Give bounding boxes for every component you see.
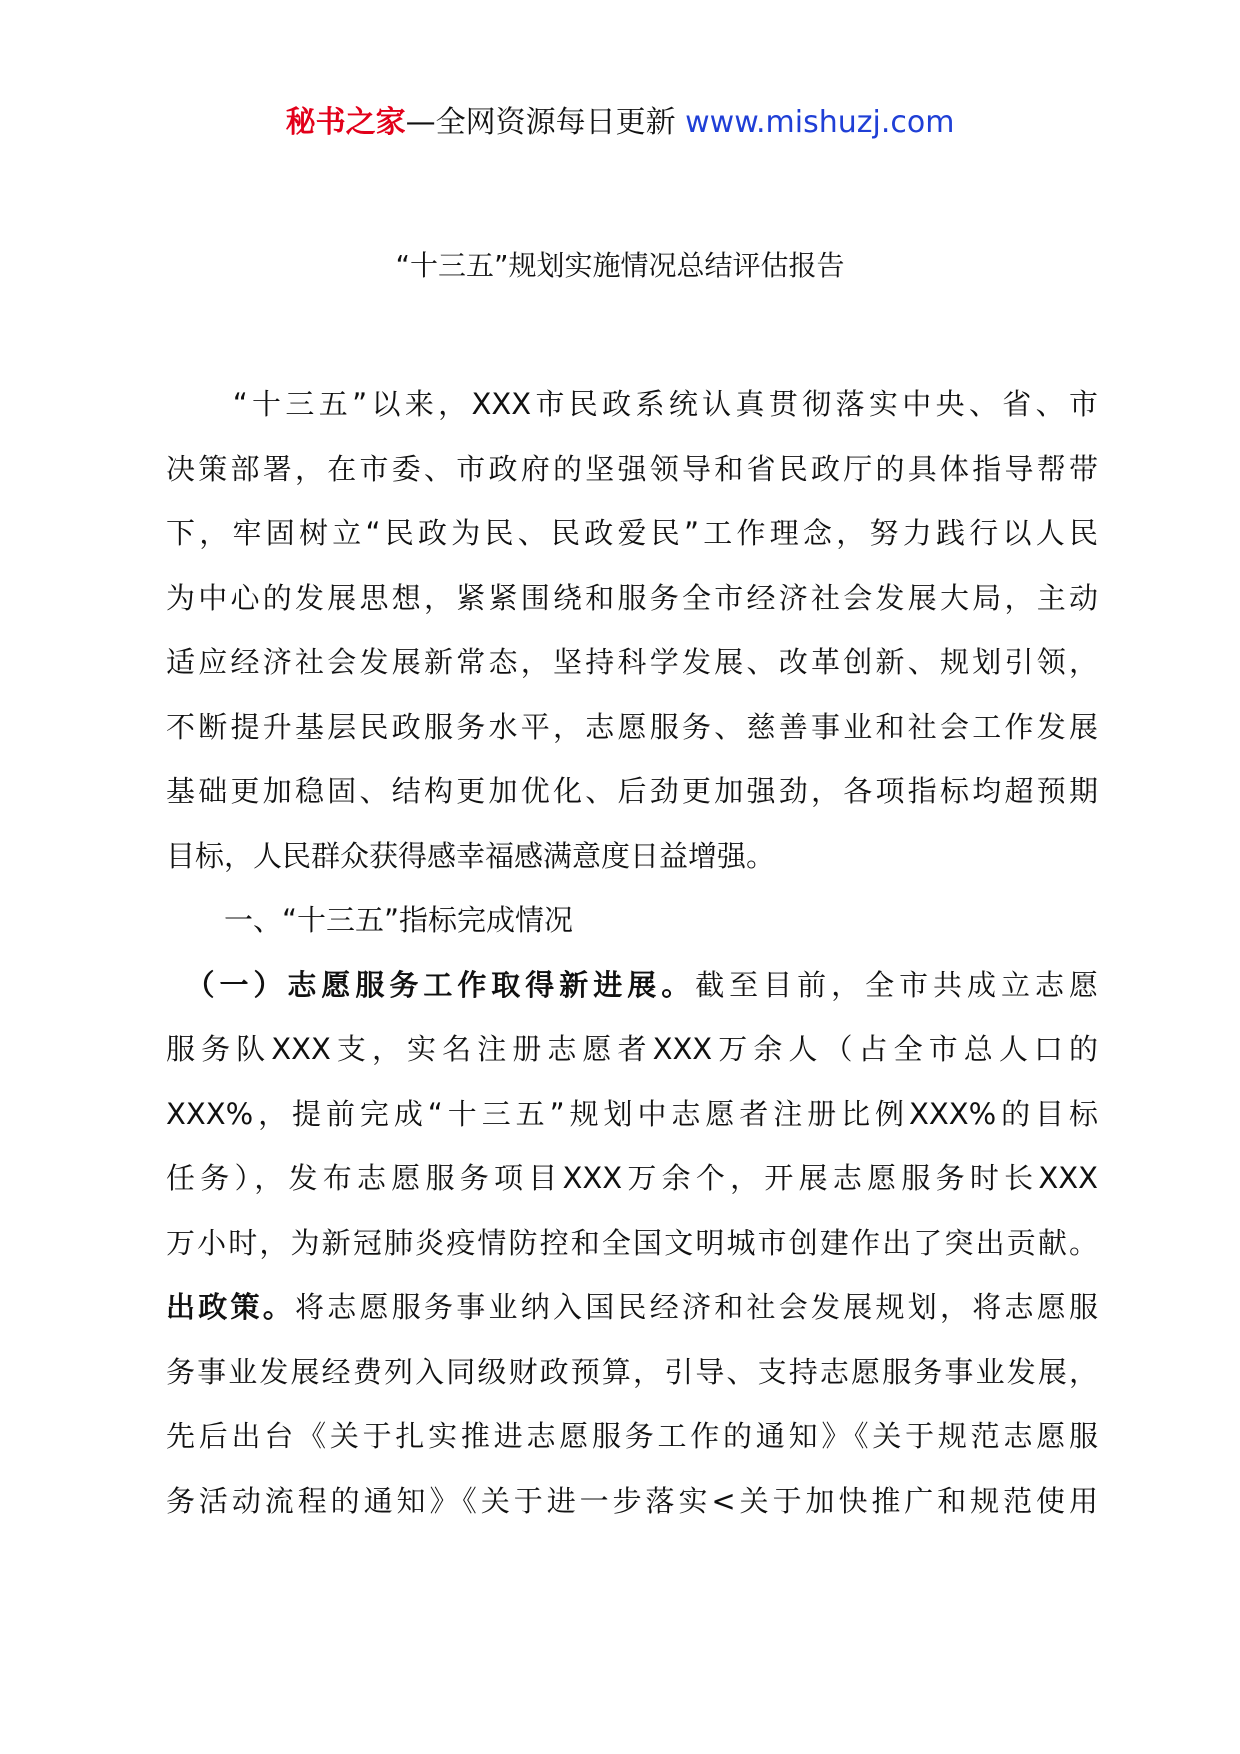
body-line: 务事业发展经费列入同级财政预算，引导、支持志愿服务事业发展， (166, 1354, 1098, 1389)
body-line: 任务），发布志愿服务项目XXX万余个，开展志愿服务时长XXX (166, 1161, 1098, 1195)
body-line: “十三五”以来，XXX市民政系统认真贯彻落实中央、省、市 (166, 387, 1098, 421)
body-line: 先后出台《关于扎实推进志愿服务工作的通知》《关于规范志愿服 (166, 1419, 1098, 1453)
policy-line (166, 1275, 1098, 1340)
body-line: 不断提升基层民政服务水平，志愿服务、慈善事业和社会工作发展 (166, 709, 1098, 744)
policy-heading: 出政策。 (166, 1290, 295, 1324)
site-url[interactable]: www.mishuzj.com (685, 105, 955, 140)
body-line: 服务队XXX支，实名注册志愿者XXX万余人（占全市总人口的 (166, 1032, 1098, 1066)
document-body (166, 372, 1098, 1533)
subsection-text: 截至目前，全市共成立志愿 (695, 967, 1098, 1002)
header-tagline: —全网资源每日更新 (405, 105, 676, 140)
body-line: XXX%，提前完成“十三五”规划中志愿者注册比例XXX%的目标 (166, 1096, 1098, 1131)
body-line: 适应经济社会发展新常态，坚持科学发展、改革创新、规划引领， (166, 645, 1098, 679)
subsection-line (166, 953, 1098, 1018)
body-line: 目标，人民群众获得感幸福感满意度日益增强。 (166, 838, 776, 873)
section-heading: 一、“十三五”指标完成情况 (166, 903, 574, 937)
policy-text: 将志愿服务事业纳入国民经济和社会发展规划，将志愿服 (295, 1290, 1098, 1324)
body-line: 务活动流程的通知》《关于进一步落实<关于加快推广和规范使用 (166, 1483, 1098, 1518)
body-line: 下，牢固树立“民政为民、民政爱民”工作理念，努力践行以人民 (166, 516, 1098, 550)
brand-name: 秘书之家 (285, 105, 406, 140)
body-line: 万小时，为新冠肺炎疫情防控和全国文明城市创建作出了突出贡献。 (166, 1225, 1098, 1260)
subsection-heading: （一）志愿服务工作取得新进展。 (166, 967, 696, 1002)
body-line: 为中心的发展思想，紧紧围绕和服务全市经济社会发展大局，主动 (166, 580, 1098, 615)
body-line: 基础更加稳固、结构更加优化、后劲更加强劲，各项指标均超预期 (166, 774, 1098, 808)
document-title: “十三五”规划实施情况总结评估报告 (395, 249, 845, 282)
site-header (0, 100, 1240, 146)
body-line: 决策部署，在市委、市政府的坚强领导和省民政厅的具体指导帮带 (166, 451, 1098, 486)
